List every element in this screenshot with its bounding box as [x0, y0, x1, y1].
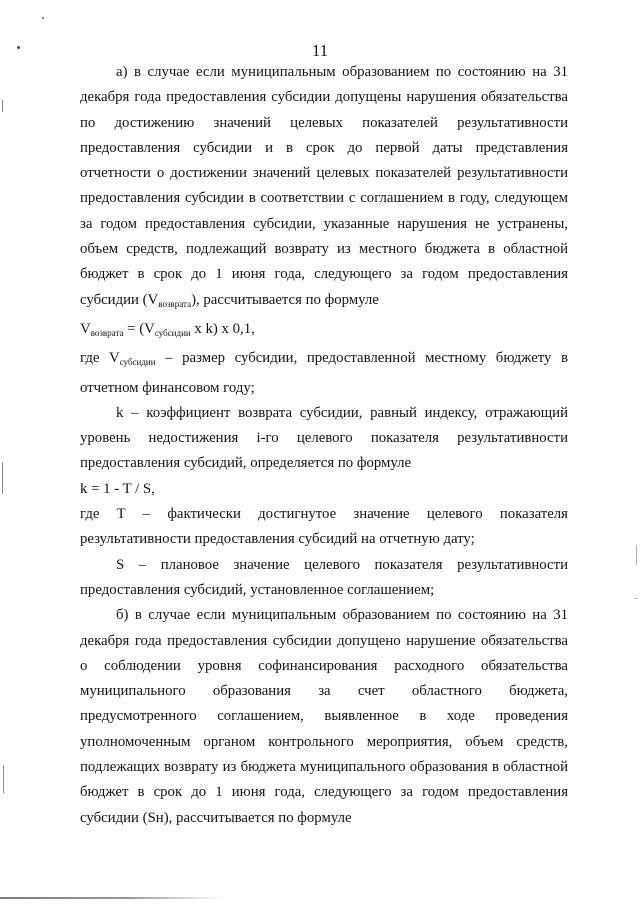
definition-v-subsidii — [80, 346, 568, 401]
subscript-vozvrata: возврата — [158, 298, 192, 309]
definition-v-sub: субсидии — [119, 357, 156, 368]
formula-mid: = (V — [123, 320, 155, 337]
scan-mark-right-low — [634, 598, 637, 599]
scan-mark-left-top — [2, 100, 3, 112]
scan-mark-right — [636, 545, 637, 565]
definition-t: где T – фактически достигнутое значение целевого показателя результативности предоставления субсидий на отчетную дату; — [80, 506, 568, 548]
scan-dot — [42, 17, 44, 19]
definition-v-end: – размер субсидии, предоставленной местному бюджету в отчетном финансовом году; — [80, 350, 568, 396]
scan-mark-left-mid — [2, 462, 3, 494]
formula-lhs: V — [80, 320, 91, 337]
page-number: 11 — [311, 41, 329, 60]
scan-dot — [17, 46, 20, 49]
paragraph-a-text: а) в случае если муниципальным образованием по состоянию на 31 декабря года предоставления субсидии допущены нарушения обязательства по достижению значений целевых показателей результативности предоставления субсидии и в срок до первой даты представления отчетности о достижении значений целевых показателей результативности предоставления субсидии в соответствии с соглашением в году, следующем за годом предоставления субсидии, указанные нарушения не устранены, объем средств, подлежащий возврату из местного бюджета в областной бюджет в срок до 1 июня года, следующего за годом предоставления субсидии (V — [80, 64, 568, 308]
definition-k: k – коэффициент возврата субсидии, равный индексу, отражающий уровень недостижения i-го целевого показателя результативности предоставления субсидий, определяется по формуле — [80, 404, 568, 472]
paragraph-a-end: ), рассчитывается по формуле — [191, 291, 379, 308]
formula-mid-sub: субсидии — [154, 327, 191, 338]
formula-lhs-sub: возврата — [90, 327, 124, 338]
formula-rhs: x k) x 0,1, — [190, 320, 255, 337]
scan-bottom-edge — [0, 897, 640, 899]
document-body — [80, 60, 568, 831]
paragraph-b: б) в случае если муниципальным образованием по состоянию на 31 декабря года предоставления субсидии допущено нарушение обязательства о соблюдении уровня софинансирования расходного обязательства муниципального образования за счет областного бюджета, предусмотренного соглашением, выявленное в ходе проведения уполномоченным органом контрольного мероприятия, объем средств, подлежащих возврату из бюджета муниципального образования в областной бюджет в срок до 1 июня года, следующего за годом предоставления субсидии (Sн), рассчитывается по формуле — [80, 607, 568, 826]
formula-v-vozvrata — [80, 317, 568, 346]
definition-v-start: где V — [80, 350, 120, 367]
paragraph-a — [80, 60, 568, 317]
definition-s: S – плановое значение целевого показателя результативности предоставления субсидий, установленное соглашением; — [80, 556, 568, 598]
scan-mark-left-low — [3, 765, 4, 793]
formula-k: k = 1 - T / S, — [80, 480, 155, 497]
